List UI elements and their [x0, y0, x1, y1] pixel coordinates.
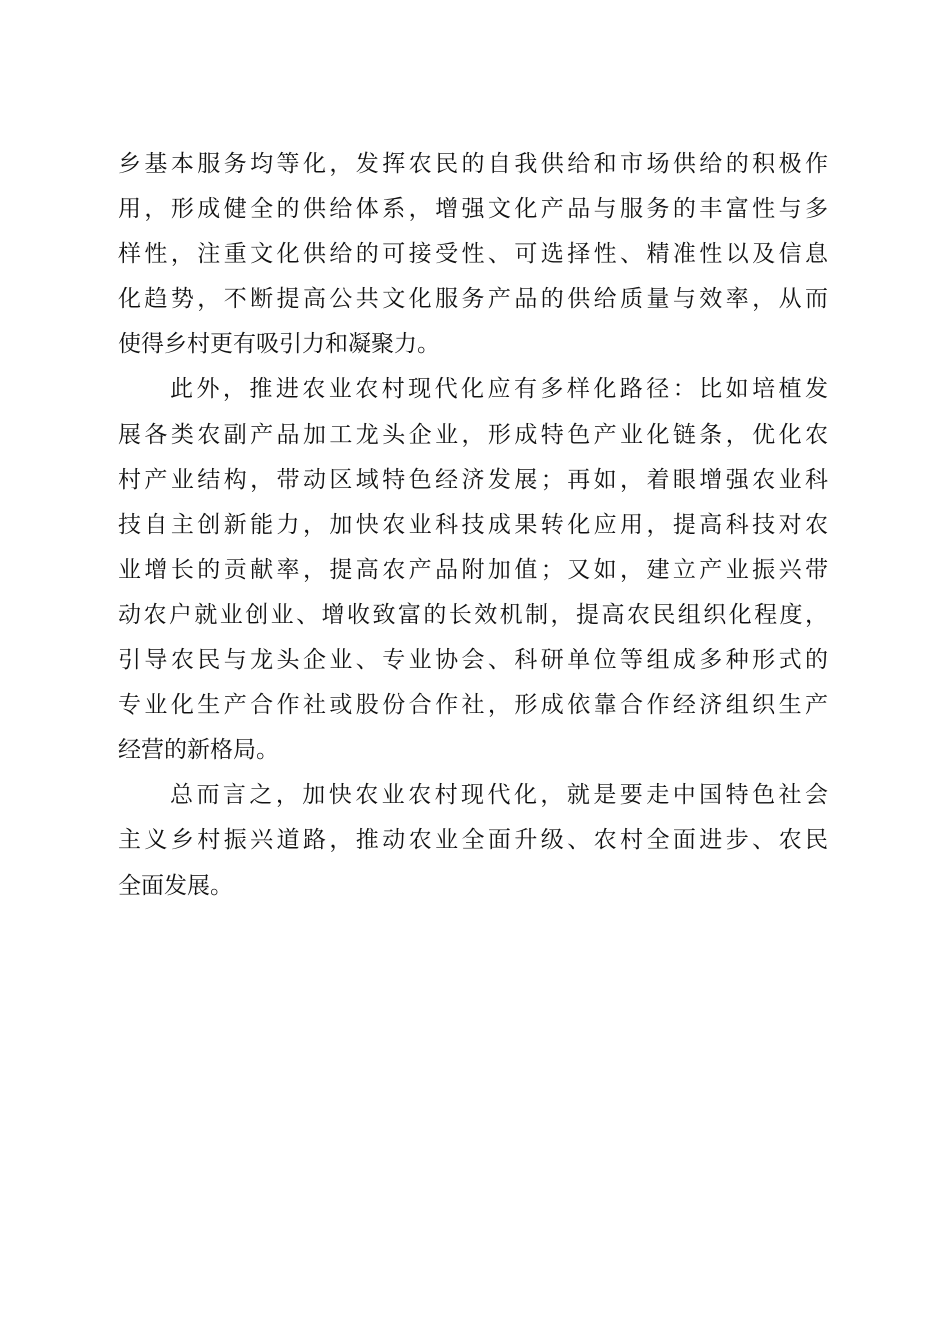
text-line: 引导农民与龙头企业、专业协会、科研单位等组成多种形式的: [118, 647, 828, 674]
text-line: 动农户就业创业、增收致富的长效机制，提高农民组织化程度，: [118, 601, 828, 628]
text-line: 总而言之，加快农业农村现代化，就是要走中国特色社会: [170, 782, 828, 809]
text-line: 乡基本服务均等化，发挥农民的自我供给和市场供给的积极作: [118, 151, 828, 177]
text-line: 用，形成健全的供给体系，增强文化产品与服务的丰富性与多: [118, 196, 828, 223]
text-line: 主义乡村振兴道路，推动农业全面升级、农村全面进步、农民: [118, 827, 828, 854]
paragraph-1: [118, 142, 828, 367]
text-line: 使得乡村更有吸引力和凝聚力。: [118, 331, 440, 358]
paragraph-2: [118, 367, 828, 773]
text-line: 展各类农副产品加工龙头企业，形成特色产业化链条，优化农: [118, 421, 828, 448]
text-line: 全面发展。: [118, 872, 233, 899]
text-line: 技自主创新能力，加快农业科技成果转化应用，提高科技对农: [118, 511, 828, 538]
text-line: 经营的新格局。: [118, 737, 279, 764]
document-body: [118, 142, 828, 909]
text-line: 样性，注重文化供给的可接受性、可选择性、精准性以及信息: [118, 241, 828, 268]
text-line: 村产业结构，带动区域特色经济发展；再如，着眼增强农业科: [118, 466, 828, 493]
text-line: 业增长的贡献率，提高农产品附加值；又如，建立产业振兴带: [118, 556, 828, 583]
text-line: 化趋势，不断提高公共文化服务产品的供给质量与效率，从而: [118, 286, 828, 313]
text-line: 专业化生产合作社或股份合作社，形成依靠合作经济组织生产: [118, 692, 828, 719]
paragraph-3: [118, 773, 828, 908]
text-line: 此外，推进农业农村现代化应有多样化路径：比如培植发: [170, 376, 828, 403]
